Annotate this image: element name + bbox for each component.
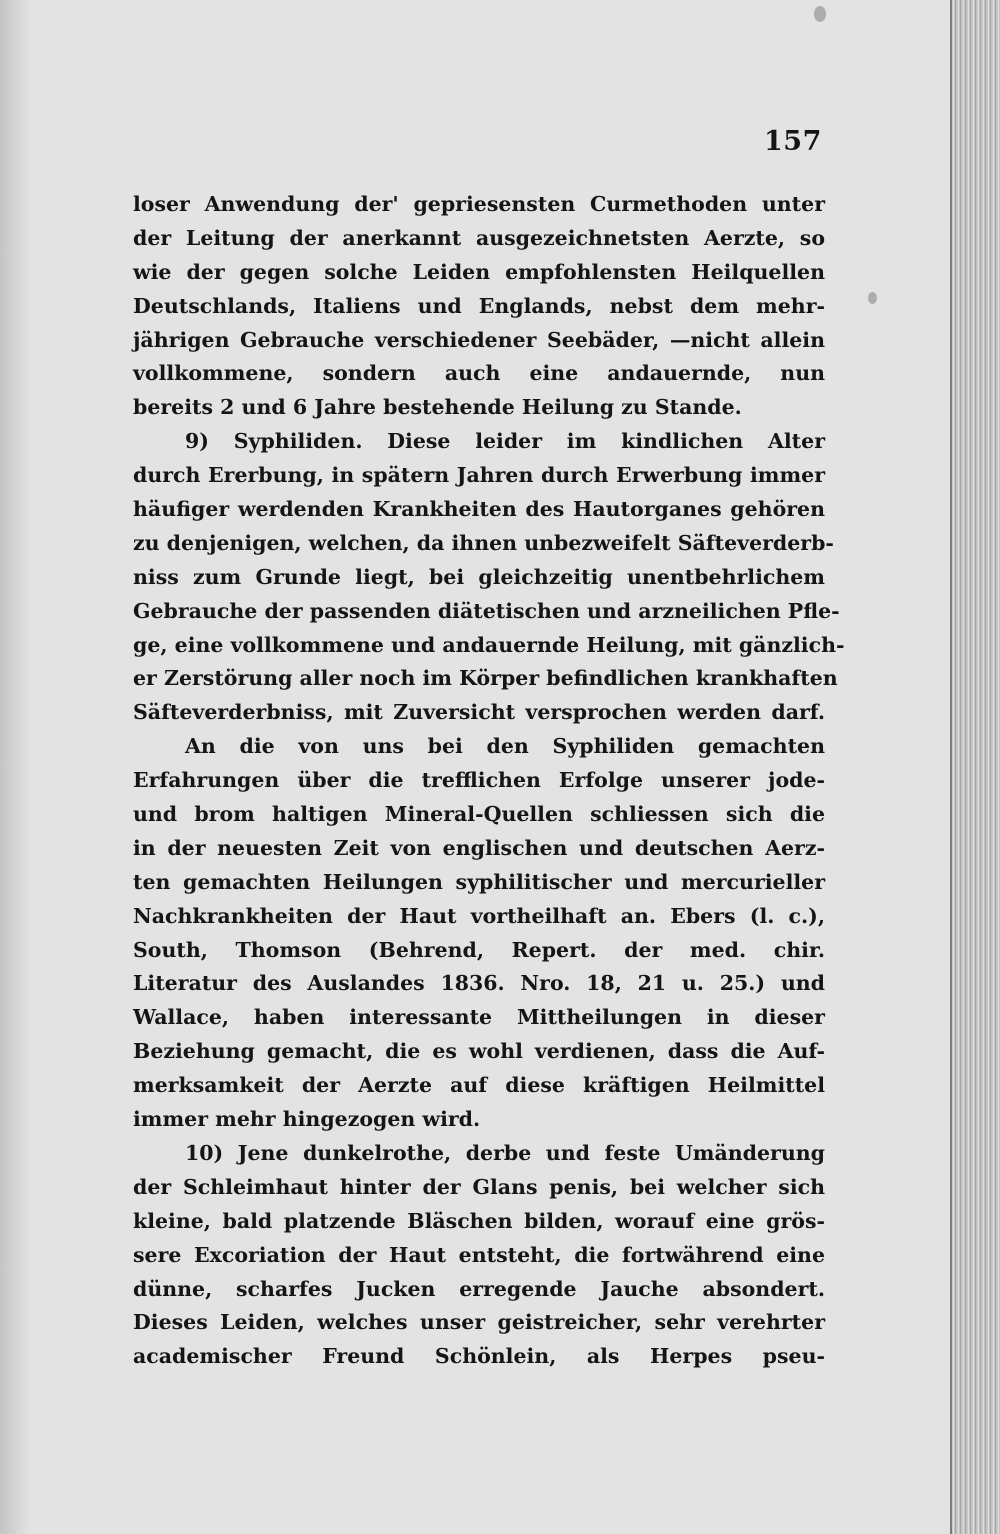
text-line: dünne, scharfes Jucken erregende Jauche absondert.	[133, 1276, 825, 1301]
text-line: ten gemachten Heilungen syphilitischer und mercurieller	[133, 869, 825, 894]
text-line: bereits 2 und 6 Jahre bestehende Heilung zu Stande.	[133, 395, 742, 420]
text-line: vollkommene, sondern auch eine andauernde, nun	[133, 361, 825, 386]
text-line: Säfteverderbniss, mit Zuversicht versprochen werden darf.	[133, 700, 825, 725]
body-text	[133, 188, 845, 1374]
text-line: Literatur des Auslandes 1836. Nro. 18, 21 u. 25.) und	[133, 971, 825, 996]
text-line: Beziehung gemacht, die es wohl verdienen, dass die Auf-	[133, 1039, 825, 1064]
text-line: An die von uns bei den Syphiliden gemachten	[185, 734, 825, 759]
text-line: und brom haltigen Mineral-Quellen schliessen sich die	[133, 802, 825, 827]
text-line: merksamkeit der Aerzte auf diese kräftigen Heilmittel	[133, 1073, 825, 1098]
text-line: Nachkrankheiten der Haut vortheilhaft an. Ebers (l. c.),	[133, 903, 825, 928]
text-line: Wallace, haben interessante Mittheilungen in dieser	[133, 1005, 825, 1030]
book-edge	[950, 0, 1000, 1534]
text-line: durch Ererbung, in spätern Jahren durch Erwerbung immer	[133, 463, 825, 488]
text-line: der Leitung der anerkannt ausgezeichnetsten Aerzte, so	[133, 225, 825, 250]
text-line: 10) Jene dunkelrothe, derbe und feste Umänderung	[185, 1140, 825, 1165]
text-line: Erfahrungen über die trefflichen Erfolge unserer jode-	[133, 768, 825, 793]
text-line: loser Anwendung der' gepriesensten Curmethoden unter	[133, 192, 825, 216]
text-line: Gebrauche der passenden diätetischen und arzneilichen Pfle-	[133, 598, 840, 623]
text-line: niss zum Grunde liegt, bei gleichzeitig unentbehrlichem	[133, 564, 825, 589]
text-line: in der neuesten Zeit von englischen und deutschen Aerz-	[133, 835, 825, 860]
text-line: häufiger werdenden Krankheiten des Hautorganes gehören	[133, 497, 825, 522]
text-line: Deutschlands, Italiens und Englands, nebst dem mehr-	[133, 293, 825, 318]
text-line: jährigen Gebrauche verschiedener Seebäder, —nicht allein	[133, 327, 825, 352]
text-line: der Schleimhaut hinter der Glans penis, bei welcher sich	[133, 1174, 825, 1199]
text-line: kleine, bald platzende Bläschen bilden, worauf eine grös-	[133, 1208, 825, 1233]
text-line: sere Excoriation der Haut entsteht, die fortwährend eine	[133, 1242, 825, 1267]
text-line: wie der gegen solche Leiden empfohlensten Heilquellen	[133, 259, 825, 284]
text-line: immer mehr hingezogen wird.	[133, 1107, 481, 1132]
gutter-shadow	[0, 0, 30, 1534]
text-line: zu denjenigen, welchen, da ihnen unbezweifelt Säfteverderb-	[133, 530, 834, 555]
text-line: academischer Freund Schönlein, als Herpes pseu-	[133, 1344, 825, 1369]
text-line: South, Thomson (Behrend, Repert. der med. chir.	[133, 937, 825, 962]
page-number: 157	[764, 126, 822, 157]
paper-speck	[868, 292, 877, 304]
text-line: Dieses Leiden, welches unser geistreicher, sehr verehrter	[133, 1310, 825, 1335]
text-line: 9) Syphiliden. Diese leider im kindlichen Alter	[185, 429, 825, 454]
text-line: ge, eine vollkommene und andauernde Heilung, mit gänzlich-	[133, 632, 845, 657]
text-line: er Zerstörung aller noch im Körper befindlichen krankhaften	[133, 666, 838, 691]
paper-speck	[814, 6, 826, 22]
